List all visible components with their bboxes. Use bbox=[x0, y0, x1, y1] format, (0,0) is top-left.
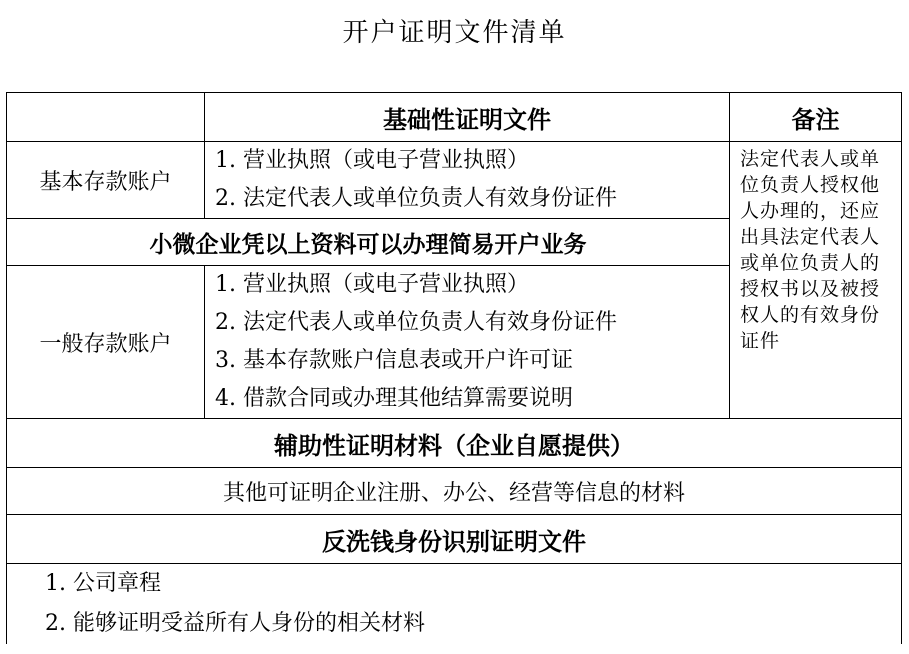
general-account-label: 一般存款账户 bbox=[7, 266, 205, 419]
list-item: 3. 基本存款账户信息表或开户许可证 bbox=[215, 348, 573, 373]
list-item: 1. 营业执照（或电子营业执照） bbox=[215, 148, 529, 173]
page-title: 开户证明文件清单 bbox=[342, 18, 567, 48]
empty-header-cell bbox=[7, 93, 205, 142]
list-item: 2. 法定代表人或单位负责人有效身份证件 bbox=[215, 186, 617, 211]
header-basic-documents: 基础性证明文件 bbox=[205, 93, 730, 142]
list-item: 4. 借款合同或办理其他结算需要说明 bbox=[215, 386, 573, 411]
basic-account-label: 基本存款账户 bbox=[7, 142, 205, 219]
header-note: 备注 bbox=[730, 93, 902, 142]
aml-items bbox=[7, 564, 902, 645]
aux-header: 辅助性证明材料（企业自愿提供） bbox=[7, 419, 902, 468]
document-table bbox=[6, 92, 902, 644]
aux-text: 其他可证明企业注册、办公、经营等信息的材料 bbox=[7, 468, 902, 515]
list-item: 2. 法定代表人或单位负责人有效身份证件 bbox=[215, 310, 617, 335]
aml-header: 反洗钱身份识别证明文件 bbox=[7, 515, 902, 564]
note-cell: 法定代表人或单位负责人授权他人办理的，还应出具法定代表人或单位负责人的授权书以及被授权人的有效身份证件 bbox=[730, 142, 902, 419]
list-item: 2. 能够证明受益所有人身份的相关材料 bbox=[45, 611, 425, 636]
basic-account-items bbox=[205, 142, 730, 219]
list-item: 1. 营业执照（或电子营业执照） bbox=[215, 272, 529, 297]
list-item: 1. 公司章程 bbox=[45, 571, 161, 596]
small-business-note: 小微企业凭以上资料可以办理简易开户业务 bbox=[7, 219, 730, 266]
general-account-items bbox=[205, 266, 730, 419]
